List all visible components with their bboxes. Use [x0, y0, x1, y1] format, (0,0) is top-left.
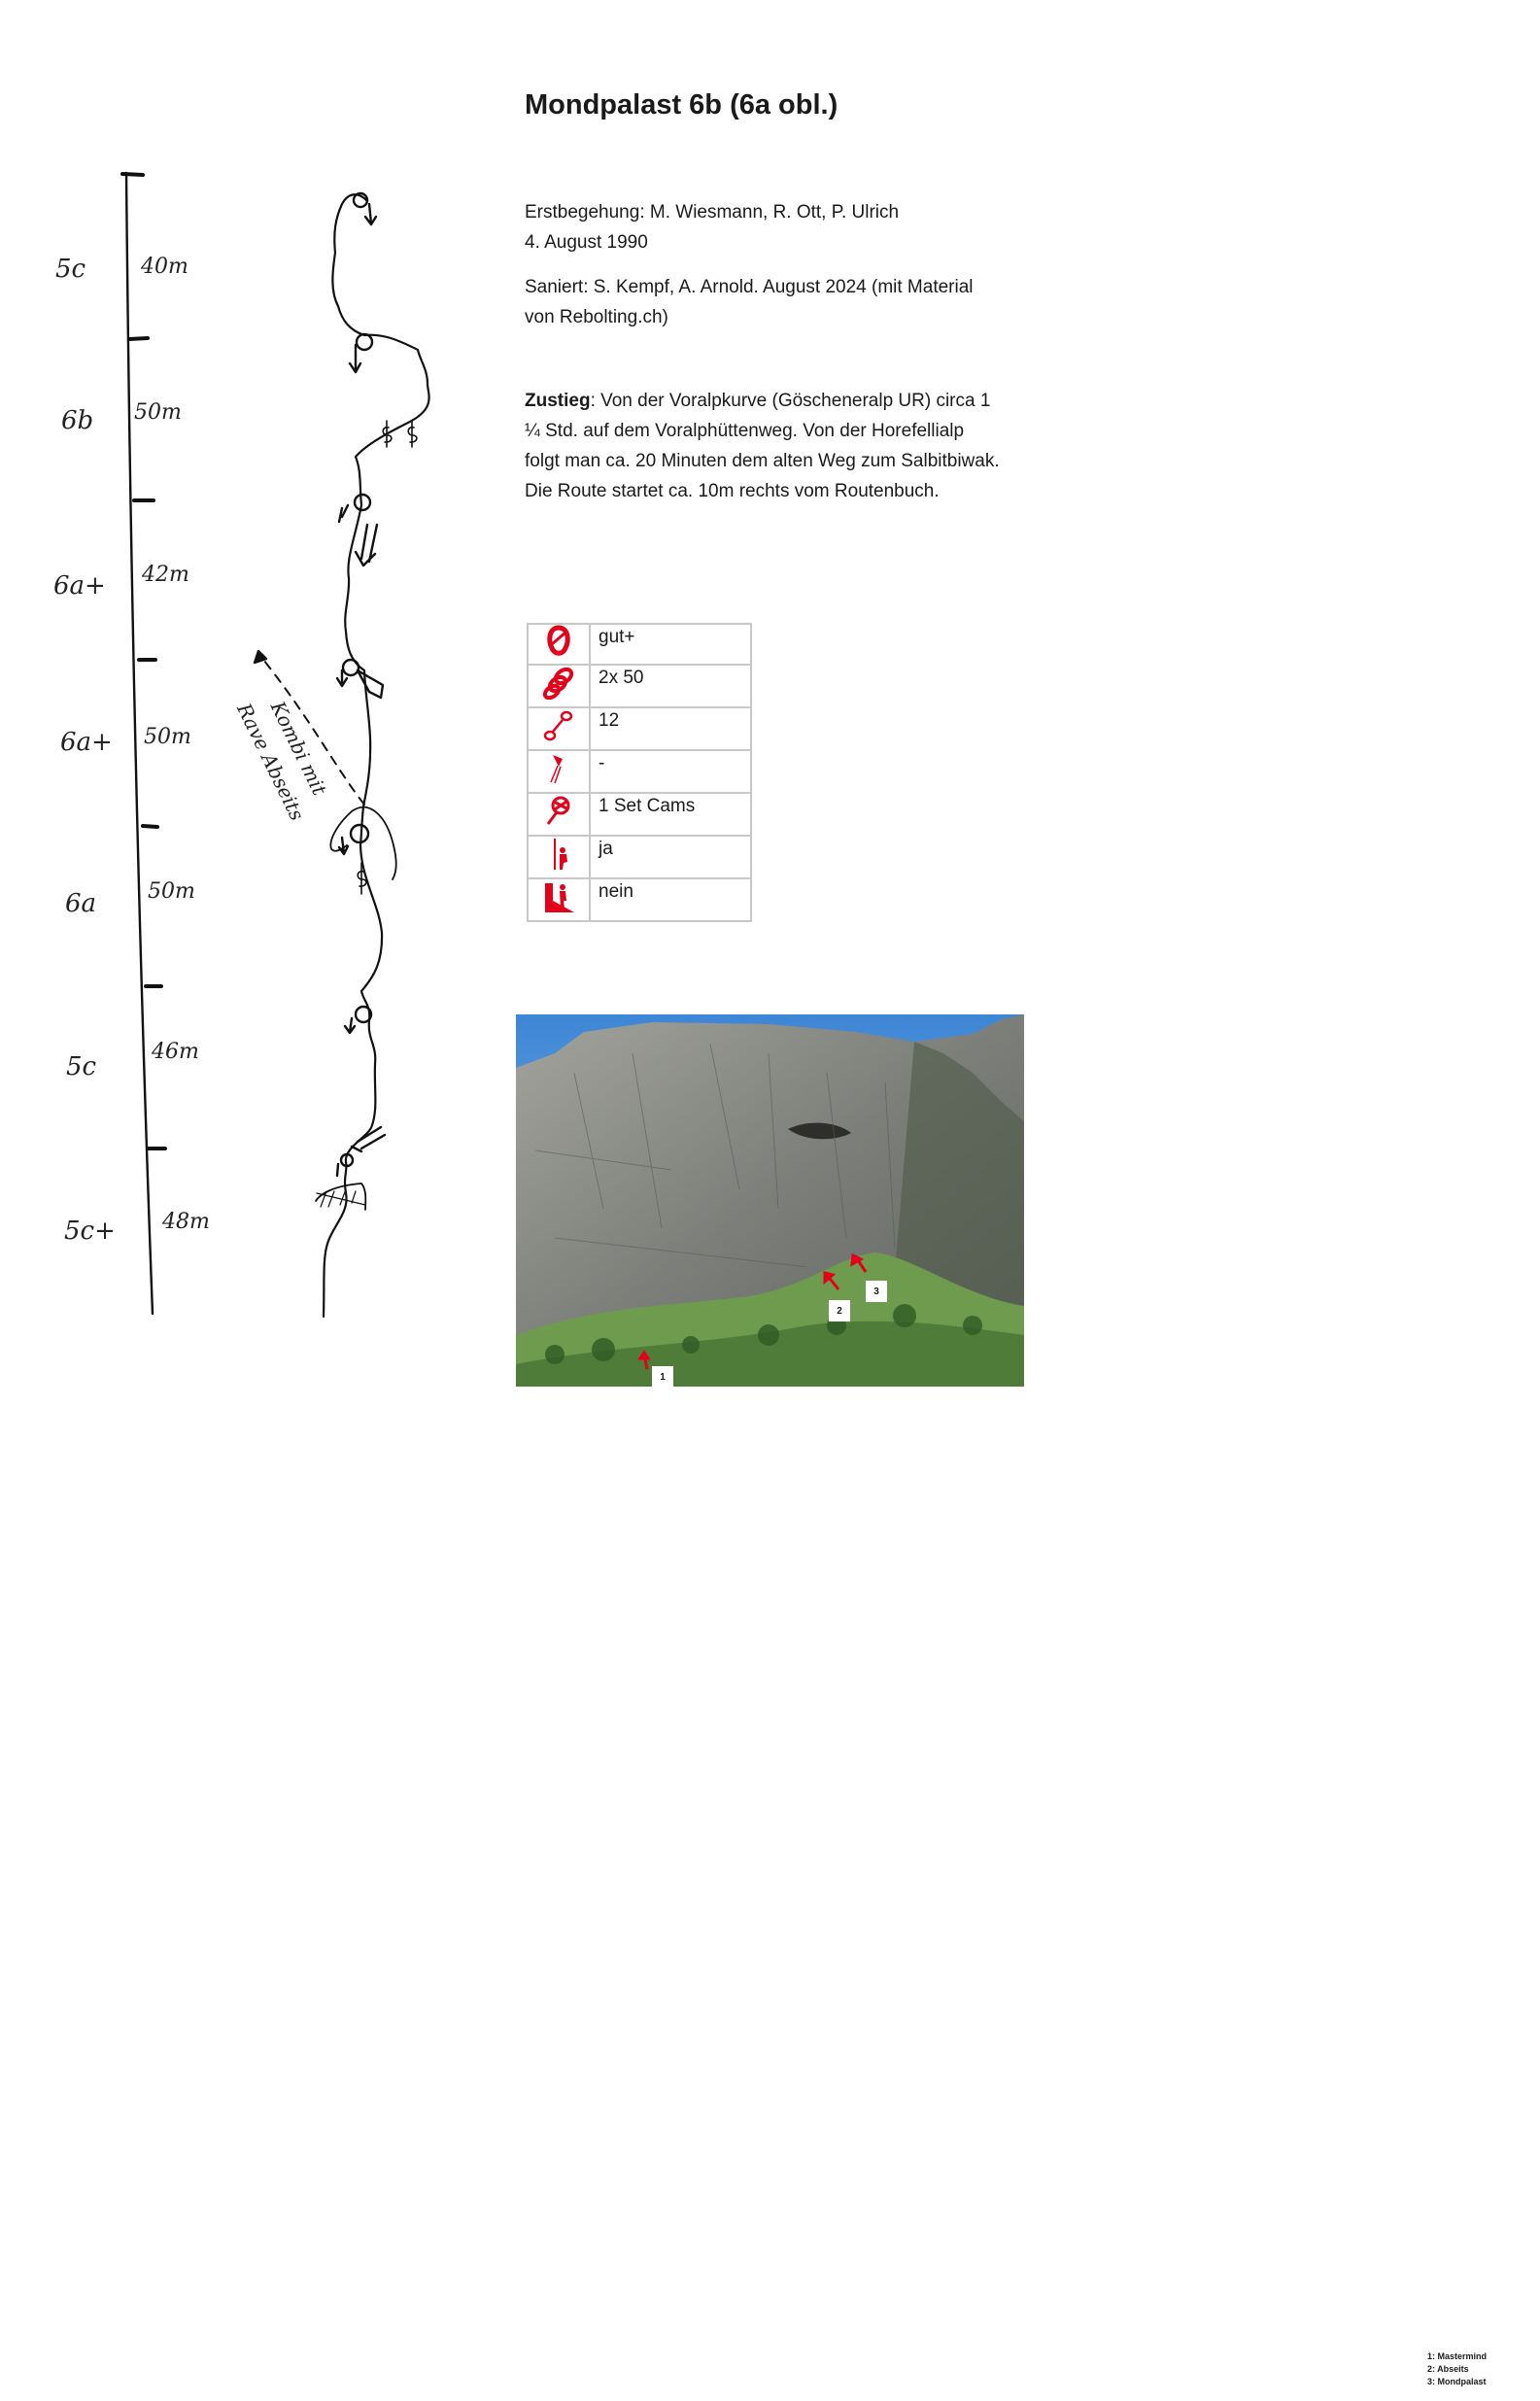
- page-title: Mondpalast 6b (6a obl.): [525, 89, 838, 120]
- photo-legend-item: 1: Mastermind: [1427, 2351, 1488, 2361]
- gear-value: 1 Set Cams: [590, 793, 751, 836]
- dashed-arrow-icon: [255, 651, 266, 663]
- approach-description: : Von der Voralpkurve (Göscheneralp UR) circa 1 ¼ Std. auf dem Voralphüttenweg. Von der Horefellialp folgt man ca. 20 Minuten dem alten Weg zum Salbitbiwak. Die Route startet ca. 10m rechts vom Routenbuch.: [525, 391, 1000, 501]
- belay-icon: [355, 495, 370, 510]
- pitch-grade: 5c: [55, 255, 86, 284]
- rope-icon: [541, 666, 576, 701]
- gear-icon-cell: [528, 793, 590, 836]
- rappel-arrow-icon: [365, 204, 376, 224]
- gear-icon-cell: [528, 624, 590, 665]
- rappel-icon: [541, 837, 576, 872]
- gear-row: [528, 624, 751, 665]
- gear-row: [528, 793, 751, 836]
- quickdraw-sling-icon: [541, 708, 576, 743]
- belay-icon: [357, 334, 372, 350]
- gear-value: gut+: [590, 624, 751, 665]
- pitch-grade: 6b: [61, 406, 94, 435]
- topo-scale-tick: [143, 826, 157, 827]
- ledge: [316, 1183, 365, 1210]
- gear-row: [528, 750, 751, 793]
- pitch-grade: 6a: [65, 889, 97, 918]
- pitch-length: 50m: [144, 725, 191, 749]
- belay-icon: [343, 660, 359, 675]
- gear-icon-cell: [528, 707, 590, 750]
- gear-icon-cell: [528, 836, 590, 878]
- first-ascent-line2: 4. August 1990: [525, 232, 648, 253]
- pitch-grade: 5c: [66, 1052, 97, 1081]
- pitch-length: 48m: [162, 1210, 210, 1234]
- topo-note: Kombi mit Rave Abseits: [232, 697, 332, 825]
- first-ascent: [525, 197, 1001, 257]
- gear-row: [528, 878, 751, 921]
- pitch-length: 42m: [142, 563, 189, 587]
- gear-row: [528, 665, 751, 707]
- topo-scale-tick: [129, 338, 148, 339]
- bolt-icon: [358, 863, 366, 894]
- gear-icon-cell: [528, 878, 590, 921]
- nut-icon: [541, 751, 576, 786]
- ledge-hatching: [317, 1189, 365, 1207]
- rappel-arrow-icon: [339, 505, 348, 522]
- first-ascent-line1: Erstbegehung: M. Wiesmann, R. Ott, P. Ulrich: [525, 202, 900, 223]
- quickdraw-icon: [542, 625, 575, 658]
- gear-row: [528, 836, 751, 878]
- rappel-arrow-icon: [337, 1164, 338, 1176]
- pitch-grade: 6a+: [53, 571, 106, 600]
- route-line: [324, 194, 429, 1317]
- approach-label: Zustieg: [525, 391, 591, 411]
- crack-arrow-icon: [356, 525, 377, 566]
- gear-value: 12: [590, 707, 751, 750]
- cam-icon: [541, 794, 576, 829]
- crag-photo: [516, 1014, 1488, 2386]
- gear-value: -: [590, 750, 751, 793]
- walk-off-icon: [541, 879, 576, 914]
- photo-legend-item: 3: Mondpalast: [1427, 2377, 1487, 2386]
- photo-legend: [1420, 2347, 1540, 2401]
- gear-table: [527, 623, 752, 922]
- photo-marker: 1: [652, 1366, 673, 1388]
- pitch-length: 40m: [141, 255, 188, 279]
- rappel-arrow-icon: [345, 1018, 355, 1033]
- crag-photo-image: [516, 1014, 1024, 1387]
- bolt-icon: [383, 421, 392, 447]
- gear-value: 2x 50: [590, 665, 751, 707]
- pitch-length: 50m: [134, 400, 182, 425]
- bolt-icon: [408, 421, 417, 447]
- gear-value: nein: [590, 878, 751, 921]
- gear-value: ja: [590, 836, 751, 878]
- pitch-length: 46m: [152, 1040, 199, 1064]
- gear-row: [528, 707, 751, 750]
- pitch-grade: 6a+: [60, 728, 113, 757]
- photo-legend-item: 2: Abseits: [1427, 2364, 1469, 2374]
- topo-scale-tick: [122, 174, 143, 175]
- photo-marker: 3: [866, 1281, 887, 1302]
- renovated-text: Saniert: S. Kempf, A. Arnold. August 2024 (mit Material von Rebolting.ch): [525, 277, 974, 327]
- pitch-length: 50m: [148, 879, 195, 904]
- approach-text: [525, 386, 1001, 506]
- belay-icon: [351, 825, 368, 842]
- photo-marker: 2: [829, 1300, 850, 1321]
- crack-arrow-icon: [358, 670, 383, 698]
- gear-icon-cell: [528, 750, 590, 793]
- gear-icon-cell: [528, 665, 590, 707]
- pitch-grade: 5c+: [64, 1217, 116, 1246]
